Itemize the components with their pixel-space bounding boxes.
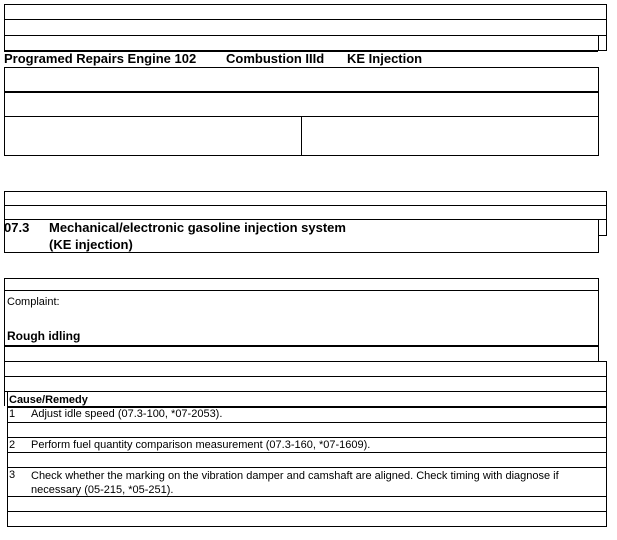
complaint-value: Rough idling — [7, 329, 81, 343]
item-number: 3 — [9, 469, 16, 481]
section-number: 07.3 — [4, 220, 30, 235]
complaint-label: Complaint: — [7, 296, 60, 308]
rule — [4, 67, 598, 68]
rule — [4, 345, 599, 347]
cause-remedy-label: Cause/Remedy — [9, 394, 88, 406]
rule — [4, 67, 5, 156]
rule — [606, 191, 607, 236]
rule — [4, 361, 607, 362]
rule — [4, 91, 598, 93]
item-text: Adjust idle speed (07.3-100, *07-2053). — [31, 408, 223, 420]
rule — [7, 422, 607, 423]
rule — [7, 437, 607, 438]
header-title-part2: Combustion IIId — [226, 51, 325, 66]
item-number: 2 — [9, 439, 16, 451]
rule — [598, 67, 599, 156]
rule — [7, 391, 8, 527]
rule — [4, 278, 5, 362]
rule — [4, 35, 607, 36]
header-title-part1: Programed Repairs Engine 102 — [4, 51, 197, 66]
rule — [4, 391, 607, 392]
rule — [4, 191, 607, 192]
rule — [4, 4, 607, 5]
rule — [4, 290, 599, 291]
rule — [4, 376, 607, 377]
item-text: Check whether the marking on the vibration damper and camshaft are aligned. Check timing with diagnose if necessary (05-215, *05-251). — [31, 470, 559, 496]
item-text: Perform fuel quantity comparison measurement (07.3-160, *07-1609). — [31, 439, 371, 451]
section-title: Mechanical/electronic gasoline injection system — [49, 220, 346, 235]
rule — [606, 361, 607, 527]
rule — [301, 116, 302, 156]
rule — [4, 278, 599, 279]
rule — [4, 361, 5, 406]
item-number: 1 — [9, 408, 16, 420]
rule — [598, 50, 607, 51]
rule — [598, 35, 599, 51]
rule — [598, 219, 599, 253]
rule — [7, 511, 607, 512]
rule — [4, 252, 599, 253]
rule — [4, 19, 607, 20]
section-subtitle: (KE injection) — [49, 237, 133, 252]
rule — [7, 467, 607, 468]
rule — [598, 235, 607, 236]
rule — [7, 452, 607, 453]
header-title-part3: KE Injection — [347, 51, 423, 66]
rule — [606, 4, 607, 51]
rule — [598, 278, 599, 362]
rule — [7, 526, 607, 527]
rule — [4, 205, 607, 206]
rule — [4, 4, 5, 51]
